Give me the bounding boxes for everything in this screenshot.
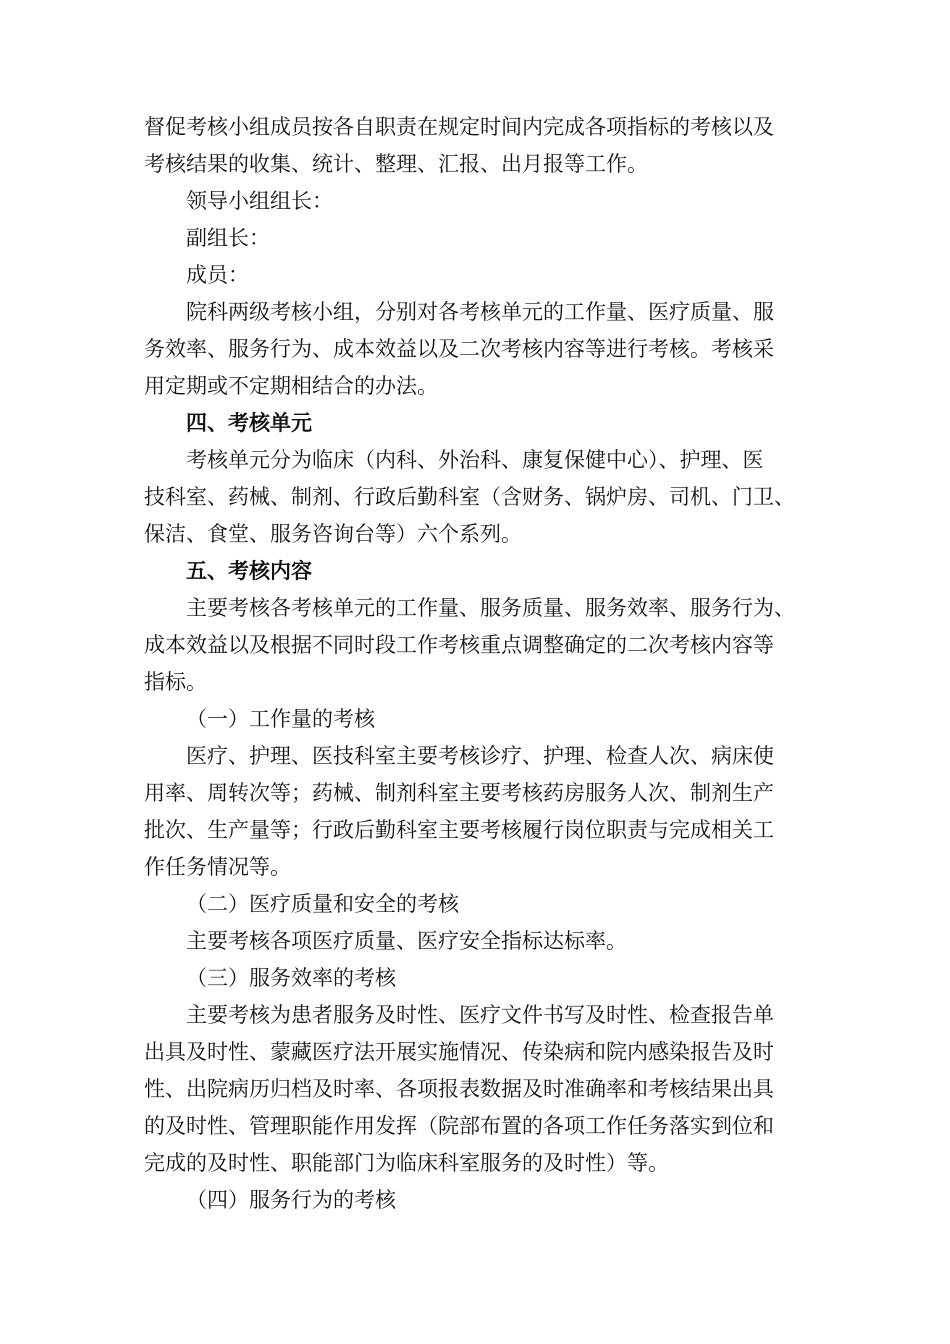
members-label: 成员：: [186, 263, 249, 287]
paragraph-line: 督促考核小组成员按各自职责在规定时间内完成各项指标的考核以及: [144, 115, 774, 139]
paragraph-line: 务效率、服务行为、成本效益以及二次考核内容等进行考核。考核采: [144, 337, 774, 361]
paragraph-line: 医疗、护理、医技科室主要考核诊疗、护理、检查人次、病床使: [186, 744, 774, 768]
leader-label: 领导小组组长：: [186, 189, 333, 213]
paragraph-line: 指标。: [144, 670, 207, 694]
deputy-label: 副组长：: [186, 226, 270, 250]
paragraph-line: 的及时性、管理职能作用发挥（院部布置的各项工作任务落实到位和: [144, 1114, 774, 1138]
paragraph-line: 用率、周转次等；药械、制剂科室主要考核药房服务人次、制剂生产: [144, 781, 774, 805]
paragraph-line: 用定期或不定期相结合的办法。: [144, 374, 438, 398]
paragraph-line: 考核结果的收集、统计、整理、汇报、出月报等工作。: [144, 152, 648, 176]
paragraph-line: 完成的及时性、职能部门为临床科室服务的及时性）等。: [144, 1151, 669, 1175]
paragraph-line: 性、出院病历归档及时率、各项报表数据及时准确率和考核结果出具: [144, 1077, 774, 1101]
paragraph-line: 主要考核为患者服务及时性、医疗文件书写及时性、检查报告单: [186, 1003, 774, 1027]
paragraph-line: 保洁、食堂、服务咨询台等）六个系列。: [144, 522, 522, 546]
paragraph-line: 技科室、药械、制剂、行政后勤科室（含财务、锅炉房、司机、门卫、: [144, 485, 795, 509]
subsection-heading: （四）服务行为的考核: [186, 1188, 396, 1212]
paragraph-line: 批次、生产量等；行政后勤科室主要考核履行岗位职责与完成相关工: [144, 818, 774, 842]
paragraph-line: 主要考核各项医疗质量、医疗安全指标达标率。: [186, 929, 627, 953]
section-heading: 四、考核单元: [186, 411, 312, 435]
paragraph-line: 作任务情况等。: [144, 855, 291, 879]
subsection-heading: （二）医疗质量和安全的考核: [186, 892, 459, 916]
subsection-heading: （一）工作量的考核: [186, 707, 375, 731]
paragraph-line: 考核单元分为临床（内科、外治科、康复保健中心）、护理、医: [186, 448, 764, 472]
paragraph-line: 出具及时性、蒙藏医疗法开展实施情况、传染病和院内感染报告及时: [144, 1040, 774, 1064]
paragraph-line: 院科两级考核小组，分别对各考核单元的工作量、医疗质量、服: [186, 300, 774, 324]
subsection-heading: （三）服务效率的考核: [186, 966, 396, 990]
section-heading: 五、考核内容: [186, 559, 312, 583]
paragraph-line: 主要考核各考核单元的工作量、服务质量、服务效率、服务行为、: [186, 596, 795, 620]
paragraph-line: 成本效益以及根据不同时段工作考核重点调整确定的二次考核内容等: [144, 633, 774, 657]
